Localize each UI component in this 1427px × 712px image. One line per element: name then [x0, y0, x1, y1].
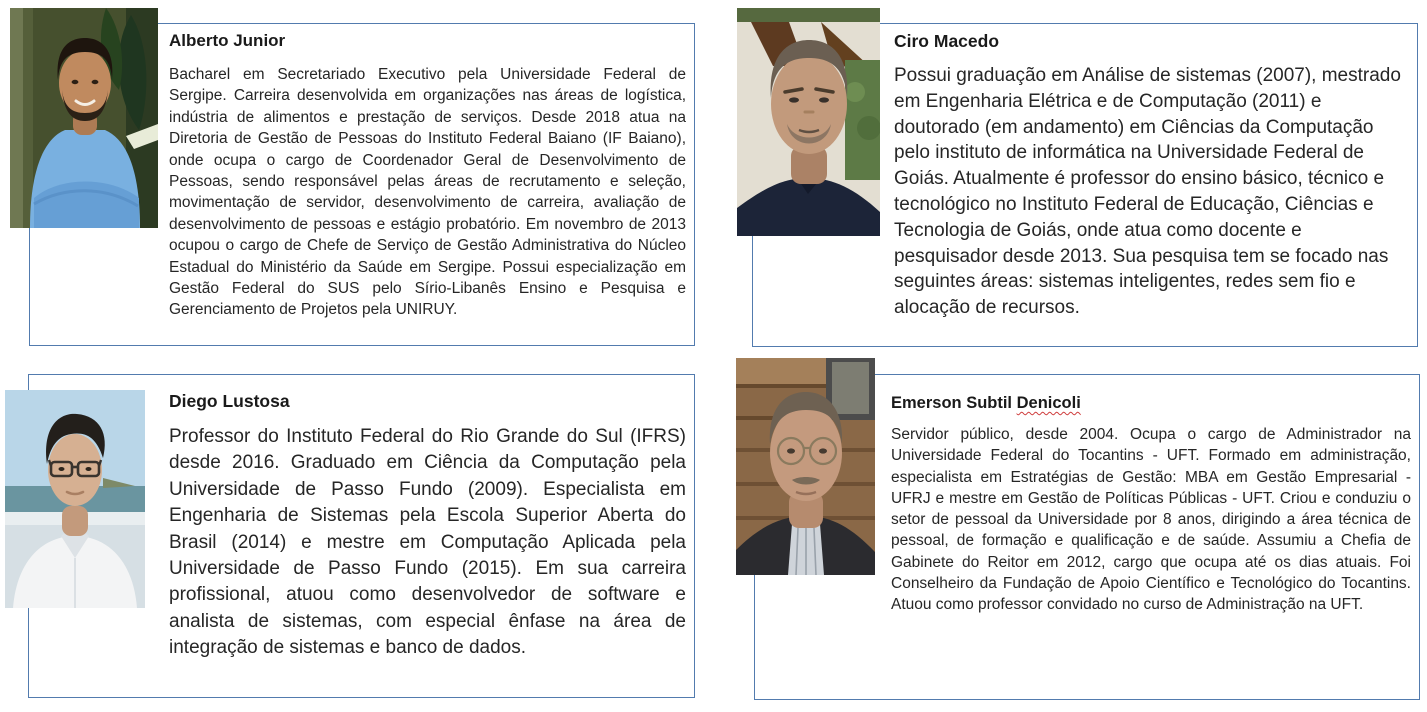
- emerson-subtil-denicoli-portrait-image: [736, 358, 875, 575]
- photo-ciro-macedo: [737, 8, 880, 236]
- person-bio-alberto-junior: Bacharel em Secretariado Executivo pela Universidade Federal de Sergipe. Carreira desenvolvida em organizações nas áreas de logística, indústria de alimentos e prestação de serviços. Desde 2018 atua na Diretoria de Gestão de Pessoas do Instituto Federal Baiano (IF Baiano), onde ocupa o cargo de Coordenador Geral de Desenvolvimento de Pessoas, sendo responsável pelas áreas de recrutamento e seleção, movimentação de servidor, desenvolvimento de carreira, avaliação de desenvolvimento de pessoas e estágio probatório. Em novembro de 2013 ocupou o cargo de Chefe de Serviço de Gestão Administrativa do Núcleo Estadual do Ministério da Saúde em Sergipe. Possui especialização em Gestão Federal do SUS pelo Sírio-Libanês Ensino e Pesquisa e Gerenciamento de Projetos pela UNIRUY.: [169, 66, 686, 319]
- photo-alberto-junior: [10, 8, 158, 228]
- person-name-prefix: Emerson Subtil: [891, 394, 1017, 412]
- person-name-alberto-junior: Alberto Junior: [169, 31, 286, 50]
- person-bio-diego-lustosa: Professor do Instituto Federal do Rio Grande do Sul (IFRS) desde 2016. Graduado em Ciência da Computação pela Universidade de Passo Fundo (2009). Especialista em Engenharia de Sistemas pela Escola Superior Aberta do Brasil (2014) e mestre em Computação Aplicada pela Universidade de Passo Fundo (2015). Em sua carreira profissional, atuou como desenvolvedor de software e analista de sistemas, com especial ênfase na área de integração de sistemas e banco de dados.: [169, 426, 686, 659]
- person-name-emerson-subtil-denicoli: [891, 394, 1411, 413]
- alberto-junior-portrait-image: [10, 8, 158, 228]
- person-name-ciro-macedo: Ciro Macedo: [894, 31, 1000, 51]
- person-name-diego-lustosa: Diego Lustosa: [169, 391, 290, 411]
- person-bio-ciro-macedo: Possui graduação em Análise de sistemas (2007), mestrado em Engenharia Elétrica e de Computação (2011) e doutorado (em andamento) em Ciências da Computação pelo instituto de informática na Universidade Federal de Goiás. Atualmente é professor do ensino básico, técnico e tecnológico no Instituto Federal de Educação, Ciências e Tecnologia de Goiás, onde atua como docente e pesquisador desde 2013. Sua pesquisa tem se focado nas seguintes áreas: sistemas inteligentes, redes sem fio e alocação de recursos.: [894, 65, 1401, 319]
- diego-lustosa-portrait-image: [5, 390, 145, 608]
- photo-emerson-subtil-denicoli: [736, 358, 875, 575]
- person-name-spellcheck-flagged: Denicoli: [1016, 394, 1081, 412]
- person-bio-emerson-subtil-denicoli: Servidor público, desde 2004. Ocupa o cargo de Administrador na Universidade Federal do Tocantins - UFT. Formado em administração, especialista em Estratégias de Gestão: MBA em Gestão Empresarial - UFRJ e mestre em Gestão de Políticas Públicas - UFT. Criou e conduziu o setor de pessoal da Universidade por 8 anos, dirigindo a área técnica de pessoal, de formação e qualificação e de saúde. Assumiu a Chefia de Gabinete do Reitor em 2012, cargo que ocupa até os dias atuais. Foi Conselheiro da Fundação de Apoio Científico e Tecnológico do Tocantins. Atuou como professor convidado no curso de Administração na UFT.: [891, 426, 1411, 614]
- ciro-macedo-portrait-image: [737, 8, 880, 236]
- photo-diego-lustosa: [5, 390, 145, 608]
